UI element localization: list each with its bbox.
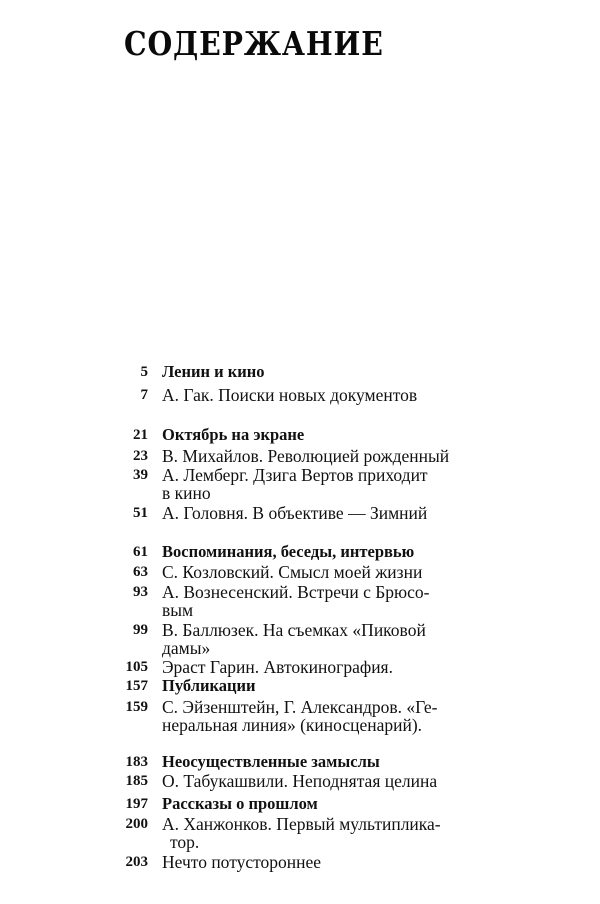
- entry-line: Нечто потустороннее: [162, 852, 322, 872]
- item-title: [162, 504, 480, 522]
- page-number: 21: [133, 427, 148, 443]
- item-title: [162, 621, 480, 657]
- page-number: 105: [125, 659, 148, 675]
- entry-line: дамы»: [162, 638, 211, 658]
- section-title: [162, 426, 480, 444]
- entry-line: Рассказы о прошлом: [162, 794, 318, 813]
- entry-line: В. Баллюзек. На съемках «Пиковой: [162, 620, 426, 640]
- page-number: 200: [125, 816, 148, 832]
- item-title: [162, 853, 480, 871]
- page-number: 99: [133, 622, 148, 638]
- page-number: 93: [133, 584, 148, 600]
- page-number: 197: [125, 796, 148, 812]
- entry-line: А. Ханжонков. Первый мультиплика-: [162, 814, 441, 834]
- page-number: 61: [133, 544, 148, 560]
- entry-line: В. Михайлов. Революцией рожденный: [162, 446, 450, 466]
- section-title: [162, 753, 480, 771]
- section-title: [162, 363, 480, 381]
- page-number: 63: [133, 564, 148, 580]
- item-title: [162, 563, 480, 581]
- page-number: 183: [125, 754, 148, 770]
- entry-line: в кино: [162, 483, 211, 503]
- section-title: [162, 795, 480, 813]
- page-number: 51: [133, 505, 148, 521]
- entry-line: тор.: [170, 832, 200, 852]
- page-number: 23: [133, 448, 148, 464]
- page-number: 157: [125, 678, 148, 694]
- item-title: [162, 772, 480, 790]
- entry-line: неральная линия» (киносценарий).: [162, 715, 423, 735]
- item-title: [162, 583, 480, 619]
- page-number: 203: [125, 854, 148, 870]
- entry-line: С. Козловский. Смысл моей жизни: [162, 562, 423, 582]
- item-title: [162, 466, 480, 502]
- item-title: [162, 658, 480, 676]
- entry-line: Эраст Гарин. Автокинография.: [162, 657, 393, 677]
- item-title: [162, 698, 480, 734]
- page-number: 5: [140, 364, 148, 380]
- page-number: 185: [125, 773, 148, 789]
- page-title: СОДЕРЖАНИЕ: [124, 24, 384, 63]
- entry-line: Октябрь на экране: [162, 425, 305, 444]
- entry-line: С. Эйзенштейн, Г. Александров. «Ге-: [162, 697, 438, 717]
- section-title: [162, 543, 480, 561]
- page-number: 39: [133, 467, 148, 483]
- entry-line: А. Гак. Поиски новых документов: [162, 385, 418, 405]
- entry-line: Публикации: [162, 676, 256, 695]
- item-title: [162, 386, 480, 404]
- entry-line: А. Вознесенский. Встречи с Брюсо-: [162, 582, 430, 602]
- entry-line: О. Табукашвили. Неподнятая целина: [162, 771, 438, 791]
- entry-line: Ленин и кино: [162, 362, 265, 381]
- item-title: [162, 815, 480, 851]
- page-number: 159: [125, 699, 148, 715]
- item-title: [162, 447, 480, 465]
- section-title: [162, 677, 480, 695]
- entry-line: вым: [162, 600, 194, 620]
- entry-line: А. Головня. В объективе — Зимний: [162, 503, 428, 523]
- page-number: 7: [140, 387, 148, 403]
- entry-line: Воспоминания, беседы, интервью: [162, 542, 415, 561]
- entry-line: А. Лемберг. Дзига Вертов приходит: [162, 465, 428, 485]
- entry-line: Неосуществленные замыслы: [162, 752, 380, 771]
